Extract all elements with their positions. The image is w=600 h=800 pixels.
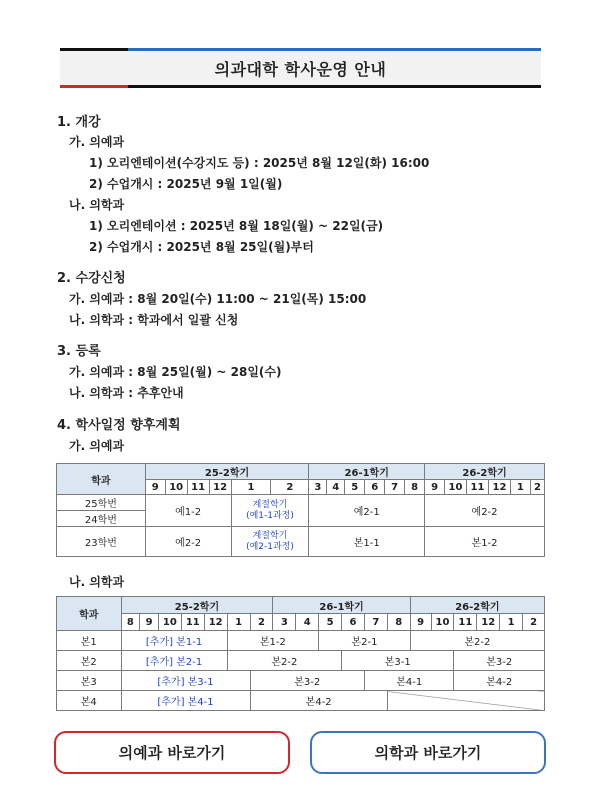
- month-cell: 2: [523, 614, 545, 631]
- dept-cell: 25학번: [57, 495, 146, 511]
- schedule-cell: 본3-2: [454, 651, 545, 671]
- month-cell: 10: [158, 614, 181, 631]
- month-cell: 5: [345, 480, 365, 495]
- item-premed-class-start: 2) 수업개시 : 2025년 9월 1일(월): [89, 177, 283, 191]
- item-med-class-start: 2) 수업개시 : 2025년 8월 25일(월)부터: [89, 240, 314, 254]
- table-header-semester: 26-1학기: [273, 597, 410, 614]
- schedule-cell: 본3-2: [250, 671, 364, 691]
- schedule-cell: 본4-2: [250, 691, 387, 711]
- item-premed-registration: 가. 의예과 : 8월 20일(수) 11:00 ~ 21일(목) 15:00: [69, 292, 367, 306]
- schedule-cell: 본3-1: [342, 651, 454, 671]
- dept-cell: 본3: [57, 671, 122, 691]
- dept-cell: 23학번: [57, 527, 146, 557]
- month-cell: 2: [271, 480, 309, 495]
- month-cell: 10: [165, 480, 187, 495]
- page-title-banner: [60, 48, 541, 88]
- month-cell: 11: [467, 480, 489, 495]
- table-header-semester: 25-2학기: [121, 597, 273, 614]
- table-header-dept: 학과: [57, 597, 122, 631]
- schedule-cell: 본1-2: [425, 527, 545, 557]
- schedule-cell: 본1-1: [309, 527, 425, 557]
- seasonal-course: (예2-1과정): [246, 541, 294, 552]
- month-cell: 3: [309, 480, 327, 495]
- month-cell: 1: [227, 614, 250, 631]
- schedule-cell-seasonal: [231, 495, 309, 527]
- month-cell: 12: [488, 480, 510, 495]
- month-cell: 7: [364, 614, 387, 631]
- month-cell: 8: [121, 614, 140, 631]
- schedule-cell-seasonal: [231, 527, 309, 557]
- schedule-cell: 본2-2: [410, 631, 544, 651]
- subheading-premed: 가. 의예과: [69, 135, 125, 149]
- table-header-semester: 25-2학기: [145, 464, 309, 480]
- item-med-enrollment: 나. 의학과 : 추후안내: [69, 386, 184, 400]
- table-header-semester: 26-2학기: [425, 464, 545, 480]
- schedule-cell: 예2-1: [309, 495, 425, 527]
- page-title: 의과대학 학사운영 안내: [214, 59, 387, 79]
- month-cell: 11: [454, 614, 477, 631]
- schedule-cell: 본2-2: [227, 651, 341, 671]
- title-bottom-rule: [60, 85, 541, 88]
- month-cell: 6: [342, 614, 365, 631]
- month-cell: 11: [187, 480, 209, 495]
- med-shortcut-button[interactable]: 의학과 바로가기: [310, 731, 546, 774]
- month-cell: 5: [319, 614, 342, 631]
- premed-shortcut-button[interactable]: 의예과 바로가기: [54, 731, 290, 774]
- month-cell: 8: [387, 614, 410, 631]
- schedule-cell: 본2-1: [319, 631, 411, 651]
- schedule-cell: 예2-2: [425, 495, 545, 527]
- dept-cell: 본2: [57, 651, 122, 671]
- month-cell: 6: [365, 480, 385, 495]
- month-cell: 2: [530, 480, 544, 495]
- month-cell: 2: [250, 614, 273, 631]
- month-cell: 9: [410, 614, 431, 631]
- premed-schedule-table: [56, 463, 545, 557]
- section-heading-enrollment: 3. 등록: [57, 344, 101, 359]
- subheading-med: 나. 의학과: [69, 198, 125, 212]
- subheading-premed-schedule: 가. 의예과: [69, 439, 125, 453]
- seasonal-label: 계절학기: [252, 530, 288, 541]
- schedule-cell-added: [추가] 본1-1: [121, 631, 227, 651]
- dept-cell: 본4: [57, 691, 122, 711]
- empty-diagonal-cell: [387, 691, 544, 711]
- month-cell: 4: [327, 480, 345, 495]
- schedule-cell-added: [추가] 본3-1: [121, 671, 250, 691]
- med-schedule-table: [56, 596, 545, 711]
- month-cell: 12: [209, 480, 231, 495]
- dept-cell: 본1: [57, 631, 122, 651]
- month-cell: 1: [231, 480, 271, 495]
- month-cell: 1: [510, 480, 530, 495]
- title-box: [60, 51, 541, 85]
- item-premed-orientation: 1) 오리엔테이션(수강지도 등) : 2025년 8월 12일(화) 16:00: [89, 156, 430, 170]
- month-cell: 10: [445, 480, 467, 495]
- section-heading-registration: 2. 수강신청: [57, 271, 126, 286]
- schedule-cell: 본1-2: [227, 631, 319, 651]
- table-header-semester: 26-2학기: [410, 597, 544, 614]
- section-heading-schedule: 4. 학사일정 향후계획: [57, 418, 181, 433]
- schedule-cell-added: [추가] 본4-1: [121, 691, 250, 711]
- month-cell: 11: [181, 614, 204, 631]
- section-heading-opening: 1. 개강: [57, 115, 101, 130]
- month-cell: 9: [140, 614, 159, 631]
- schedule-cell: 예1-2: [145, 495, 231, 527]
- schedule-cell: 예2-2: [145, 527, 231, 557]
- subheading-med-schedule: 나. 의학과: [69, 575, 125, 589]
- item-med-registration: 나. 의학과 : 학과에서 일괄 신청: [69, 313, 239, 327]
- month-cell: 9: [145, 480, 165, 495]
- schedule-cell: 본4-2: [454, 671, 545, 691]
- item-premed-enrollment: 가. 의예과 : 8월 25일(월) ~ 28일(수): [69, 365, 282, 379]
- month-cell: 7: [385, 480, 405, 495]
- month-cell: 8: [405, 480, 425, 495]
- month-cell: 9: [425, 480, 445, 495]
- month-cell: 12: [204, 614, 227, 631]
- table-header-dept: 학과: [57, 464, 146, 495]
- schedule-cell-added: [추가] 본2-1: [121, 651, 227, 671]
- month-cell: 3: [273, 614, 296, 631]
- month-cell: 10: [431, 614, 454, 631]
- item-med-orientation: 1) 오리엔테이션 : 2025년 8월 18일(월) ~ 22일(금): [89, 219, 384, 233]
- seasonal-label: 계절학기: [252, 499, 288, 510]
- seasonal-course: (예1-1과정): [246, 510, 294, 521]
- schedule-cell: 본4-1: [364, 671, 453, 691]
- dept-cell: 24학번: [57, 511, 146, 527]
- table-header-semester: 26-1학기: [309, 464, 425, 480]
- title-bottom-rule-accent: [60, 85, 128, 88]
- month-cell: 12: [477, 614, 500, 631]
- month-cell: 4: [296, 614, 319, 631]
- month-cell: 1: [500, 614, 523, 631]
